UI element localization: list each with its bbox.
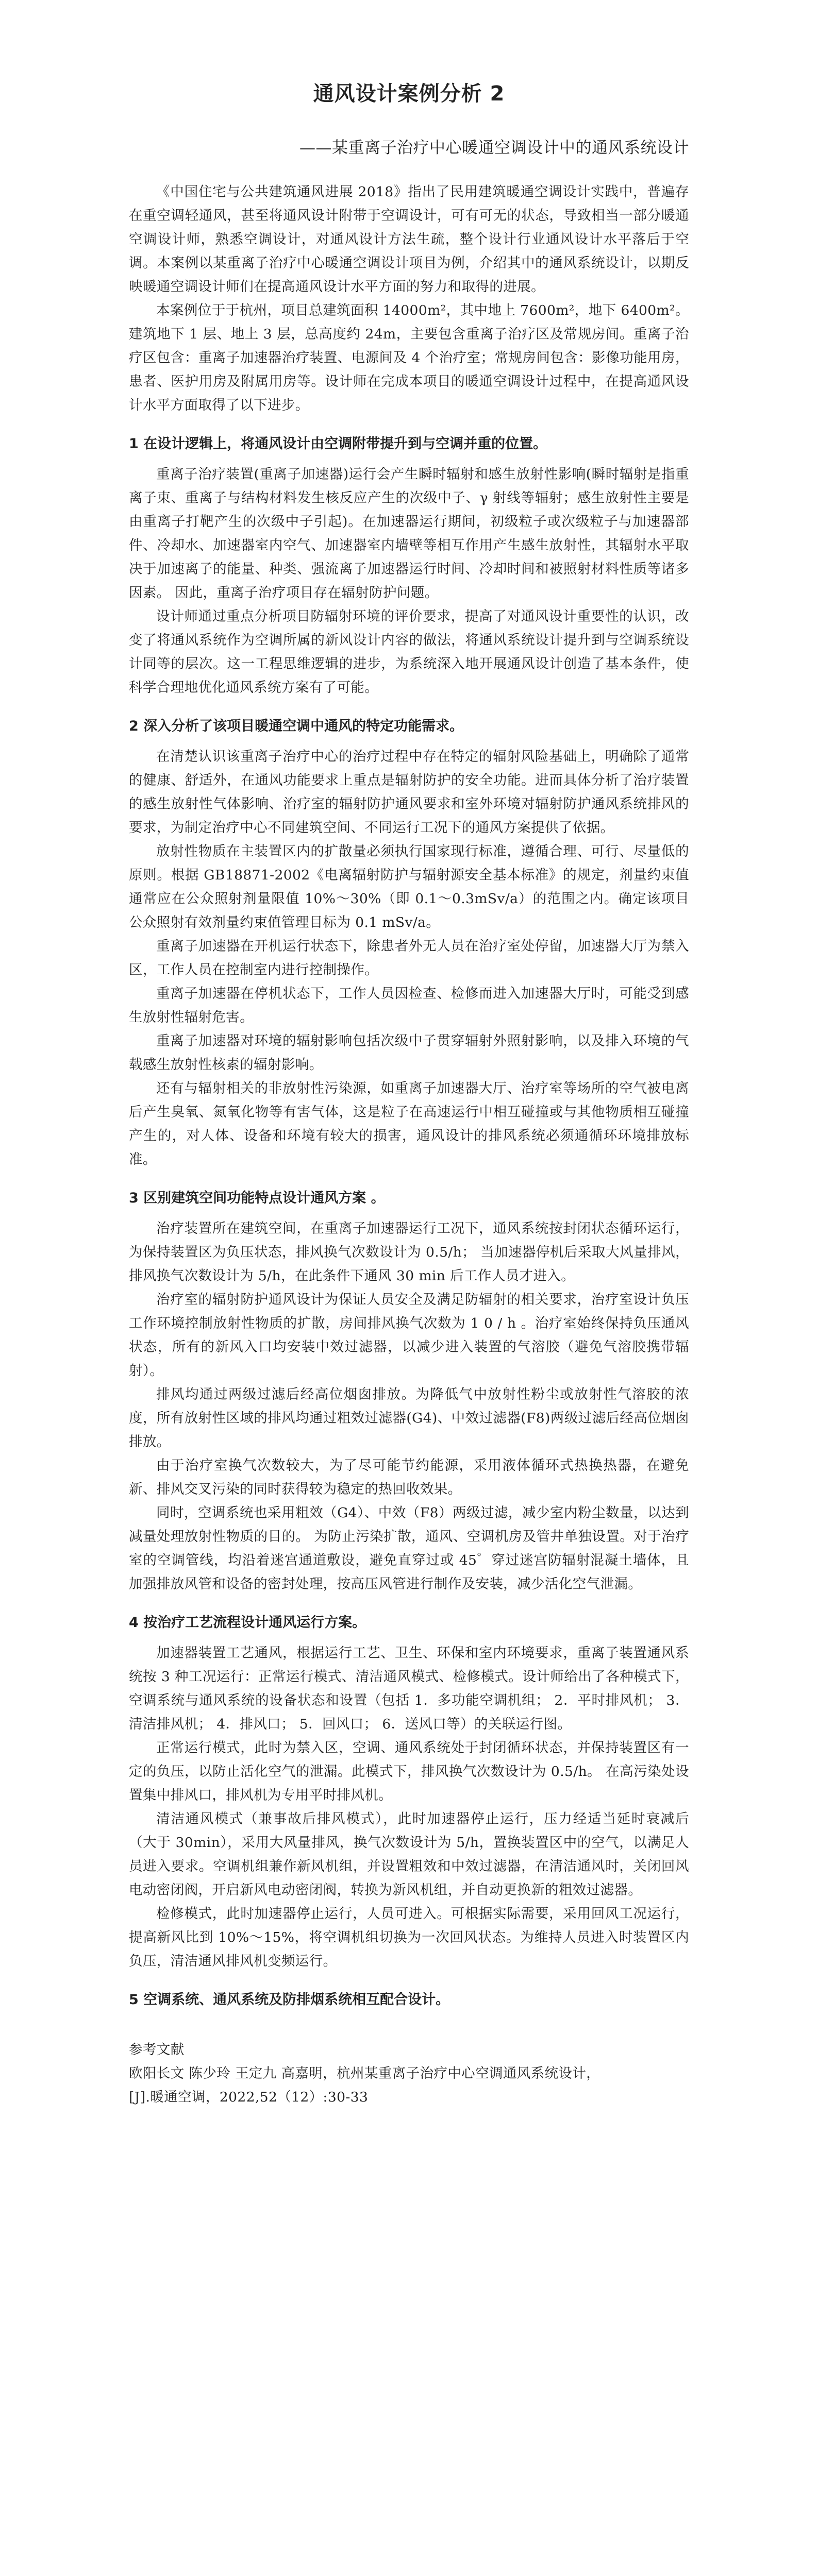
document-subtitle: ——某重离子治疗中心暖通空调设计中的通风系统设计 <box>299 139 689 157</box>
section-paragraph: 治疗室的辐射防护通风设计为保证人员安全及满足防辐射的相关要求，治疗室设计负压工作环境控制放射性物质的扩散，房间排风换气次数为 1 0 / h 。治疗室始终保持负压通风状态，所有的新风入口均安装中效过滤器，以减少进入装置的气溶胶（避免气溶胶携带辐射）。 <box>129 1292 689 1379</box>
section-paragraph: 由于治疗室换气次数较大，为了尽可能节约能源，采用液体循环式热换热器，在避免新、排风交叉污染的同时获得较为稳定的热回收效果。 <box>129 1458 689 1497</box>
references-heading: 参考文献 <box>129 2042 185 2058</box>
section-paragraph: 重离子加速器在停机状态下，工作人员因检查、检修而进入加速器大厅时，可能受到感生放射性辐射危害。 <box>129 986 689 1025</box>
section-paragraph: 治疗装置所在建筑空间，在重离子加速器运行工况下，通风系统按封闭状态循环运行，为保持装置区为负压状态，排风换气次数设计为 0.5/h； 当加速器停机后采取大风量排风，排风换气次数设计为 5/h，在此条件下通风 30 min 后工作人员才进入。 <box>129 1221 689 1284</box>
intro-paragraph: 《中国住宅与公共建筑通风进展 2018》指出了民用建筑暖通空调设计实践中，普遍存在重空调轻通风，甚至将通风设计附带于空调设计，可有可无的状态，导致相当一部分暖通空调设计师，熟悉空调设计，对通风设计方法生疏，整个设计行业通风设计水平落后于空调。本案例以某重离子治疗中心暖通空调设计项目为例，介绍其中的通风系统设计，以期反映暖通空调设计师们在提高通风设计水平方面的努力和取得的进展。 <box>129 184 689 295</box>
section-paragraph: 设计师通过重点分析项目防辐射环境的评价要求，提高了对通风设计重要性的认识，改变了将通风系统作为空调所属的新风设计内容的做法，将通风系统设计提升到与空调系统设计同等的层次。这一工程思维逻辑的进步，为系统深入地开展通风设计创造了基本条件，使科学合理地优化通风系统方案有了可能。 <box>129 608 689 696</box>
references <box>129 2038 689 2109</box>
section-paragraph: 正常运行模式，此时为禁入区，空调、通风系统处于封闭循环状态，并保持装置区有一定的负压，以防止活化空气的泄漏。此模式下，排风换气次数设计为 0.5/h。 在高污染处设置集中排风口，排风机为专用平时排风机。 <box>129 1740 689 1803</box>
section-paragraph: 加速器装置工艺通风，根据运行工艺、卫生、环保和室内环境要求，重离子装置通风系统按 3 种工况运行：正常运行模式、清洁通风模式、检修模式。设计师给出了各种模式下，空调系统与通风系统的设备状态和设置（包括 1．多功能空调机组； 2．平时排风机； 3．清洁排风机； 4．排风口； 5．回风口； 6．送风口等）的关联运行图。 <box>129 1645 689 1732</box>
section-paragraph: 重离子加速器对环境的辐射影响包括次级中子贯穿辐射外照射影响，以及排入环境的气载感生放射性核素的辐射影响。 <box>129 1033 689 1073</box>
section-paragraph: 排风均通过两级过滤后经高位烟囱排放。为降低气中放射性粉尘或放射性气溶胶的浓度，所有放射性区域的排风均通过粗效过滤器(G4)、中效过滤器(F8)两级过滤后经高位烟囱排放。 <box>129 1386 689 1450</box>
document-title: 通风设计案例分析 2 <box>313 82 505 106</box>
section-paragraph: 在清楚认识该重离子治疗中心的治疗过程中存在特定的辐射风险基础上，明确除了通常的健康、舒适外，在通风功能要求上重点是辐射防护的安全功能。进而具体分析了治疗装置的感生放射性气体影响、治疗室的辐射防护通风要求和室外环境对辐射防护通风系统排风的要求，为制定治疗中心不同建筑空间、不同运行工况下的通风方案提供了依据。 <box>129 749 689 836</box>
section-heading: 1 在设计逻辑上，将通风设计由空调附带提升到与空调并重的位置。 <box>129 436 547 452</box>
intro-paragraph: 本案例位于于杭州，项目总建筑面积 14000m²，其中地上 7600m²，地下 6400m²。建筑地下 1 层、地上 3 层，总高度约 24m，主要包含重离子治疗区及常规房间。重离子治疗区包含：重离子加速器治疗装置、电源间及 4 个治疗室；常规房间包含：影像功能用房，患者、医护用房及附属用房等。设计师在完成本项目的暖通空调设计过程中，在提高通风设计水平方面取得了以下进步。 <box>129 302 689 413</box>
reference-line: 欧阳长文 陈少玲 王定九 高嘉明，杭州某重离子治疗中心空调通风系统设计， <box>129 2065 600 2081</box>
section-heading: 5 空调系统、通风系统及防排烟系统相互配合设计。 <box>129 1992 450 2008</box>
section-paragraph: 重离子加速器在开机运行状态下，除患者外无人员在治疗室处停留，加速器大厅为禁入区，工作人员在控制室内进行控制操作。 <box>129 938 689 978</box>
section-paragraph: 重离子治疗装置(重离子加速器)运行会产生瞬时辐射和感生放射性影响(瞬时辐射是指重离子束、重离子与结构材料发生核反应产生的次级中子、γ 射线等辐射；感生放射性主要是由重离子打靶产生的次级中子引起)。在加速器运行期间，初级粒子或次级粒子与加速器部件、冷却水、加速器室内空气、加速器室内墙壁等相互作用产生感生放射性，其辐射水平取决于加速离子的能量、种类、强流离子加速器运行时间、冷却时间和被照射材料性质等诸多因素。 因此，重离子治疗项目存在辐射防护问题。 <box>129 466 689 601</box>
section-paragraph: 还有与辐射相关的非放射性污染源，如重离子加速器大厅、治疗室等场所的空气被电离后产生臭氧、氮氧化物等有害气体，这是粒子在高速运行中相互碰撞或与其他物质相互碰撞产生的，对人体、设备和环境有较大的损害，通风设计的排风系统必须通循环环境排放标准。 <box>129 1080 689 1167</box>
reference-line: [J].暖通空调，2022,52（12）:30-33 <box>129 2089 369 2105</box>
section-paragraph: 检修模式，此时加速器停止运行，人员可进入。可根据实际需要，采用回风工况运行，提高新风比到 10%～15%，将空调机组切换为一次回风状态。为维持人员进入时装置区内负压，清洁通风排风机变频运行。 <box>129 1906 689 1969</box>
section-paragraph: 清洁通风模式（兼事故后排风模式），此时加速器停止运行，压力经适当延时衰减后 （大于 30min），采用大风量排风，换气次数设计为 5/h，置换装置区中的空气，以满足人员进入要求。空调机组兼作新风机组，并设置粗效和中效过滤器，在清洁通风时，关闭回风电动密闭阀，开启新风电动密闭阀，转换为新风机组，并自动更换新的粗效过滤器。 <box>129 1811 689 1898</box>
section-heading: 3 区别建筑空间功能特点设计通风方案 。 <box>129 1190 385 1206</box>
section-heading: 4 按治疗工艺流程设计通风运行方案。 <box>129 1615 366 1631</box>
section-paragraph: 放射性物质在主装置区内的扩散量必须执行国家现行标准，遵循合理、可行、尽量低的原则。根据 GB18871-2002《电离辐射防护与辐射源安全基本标准》的规定，剂量约束值通常应在公众照射剂量限值 10%～30%（即 0.1～0.3mSv/a）的范围之内。确定该项目公众照射有效剂量约束值管理目标为 0.1 mSv/a。 <box>129 843 689 930</box>
section-heading: 2 深入分析了该项目暖通空调中通风的特定功能需求。 <box>129 718 464 734</box>
section-paragraph: 同时，空调系统也采用粗效（G4）、中效（F8）两级过滤，减少室内粉尘数量，以达到减量处理放射性物质的目的。 为防止污染扩散，通风、空调机房及管井单独设置。对于治疗室的空调管线，均沿着迷宫通道敷设，避免直穿过或 45゜穿过迷宫防辐射混凝土墙体，且加强排放风管和设备的密封处理，按高压风管进行制作及安装，减少活化空气泄漏。 <box>129 1505 689 1592</box>
